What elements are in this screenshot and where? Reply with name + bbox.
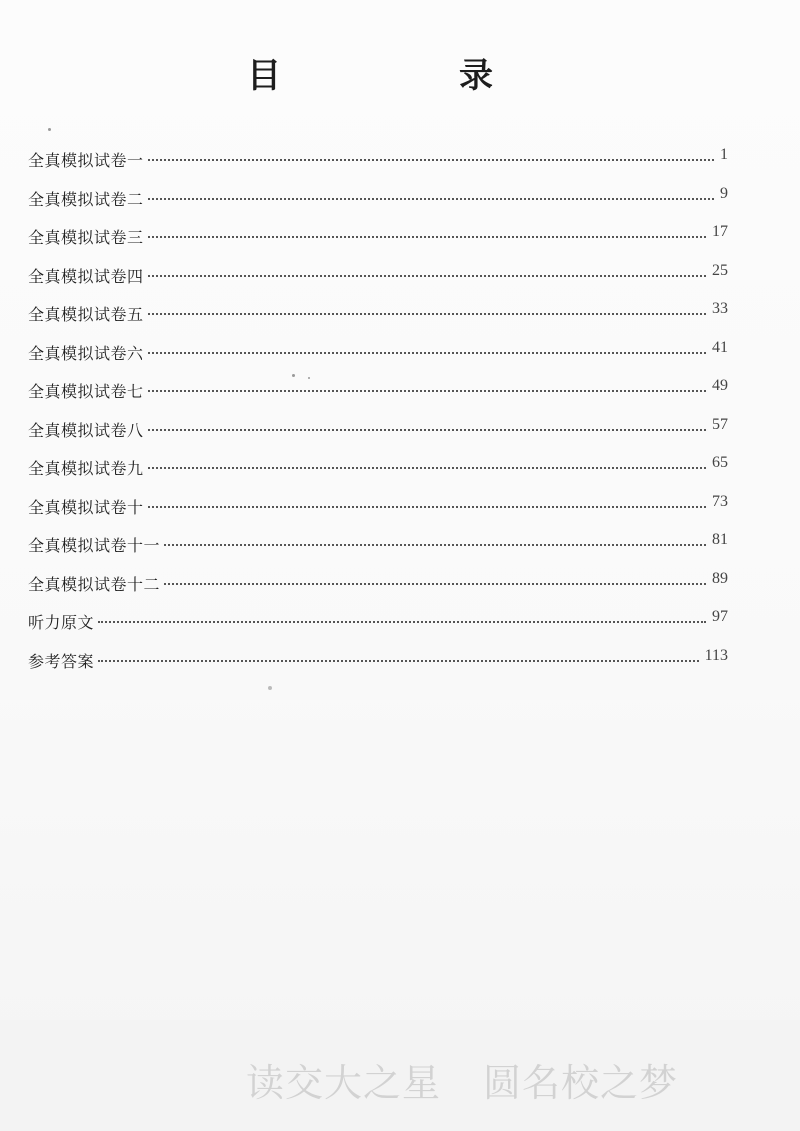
- toc-entry-label: 全真模拟试卷十二: [28, 574, 161, 594]
- toc-page-number: 41: [712, 338, 728, 356]
- toc-entry[interactable]: [28, 261, 728, 303]
- slogan-left: 读交大之星: [246, 1061, 442, 1105]
- toc-entry[interactable]: [28, 610, 728, 649]
- toc-page-number: 25: [712, 261, 728, 279]
- toc-entry-label: 全真模拟试卷二: [28, 189, 144, 209]
- toc-entry-label: 全真模拟试卷十: [28, 497, 144, 517]
- toc-dot-leader: [148, 390, 706, 392]
- toc-page-number: 1: [720, 146, 728, 163]
- toc-dot-leader: [148, 506, 706, 508]
- toc-page-number: 65: [712, 454, 728, 471]
- toc-dot-leader: [98, 660, 699, 662]
- table-of-contents: [28, 148, 728, 687]
- toc-entry[interactable]: [28, 492, 728, 534]
- toc-dot-leader: [98, 621, 706, 623]
- toc-entry[interactable]: [28, 184, 728, 226]
- toc-entry[interactable]: [28, 379, 728, 418]
- toc-entry[interactable]: [28, 338, 728, 380]
- toc-dot-leader: [148, 159, 714, 161]
- toc-entry-label: 参考答案: [28, 651, 95, 671]
- toc-entry[interactable]: [28, 533, 728, 572]
- toc-entry[interactable]: [28, 569, 728, 611]
- toc-entry[interactable]: [28, 225, 728, 264]
- slogan-right: 圆名校之梦: [483, 1061, 679, 1105]
- toc-entry[interactable]: [28, 646, 728, 688]
- toc-dot-leader: [148, 236, 706, 238]
- toc-page-number: 33: [712, 300, 728, 317]
- toc-entry-label: 全真模拟试卷十一: [28, 536, 161, 555]
- toc-entry-label: 全真模拟试卷三: [28, 228, 144, 247]
- toc-entry-label: 全真模拟试卷一: [28, 151, 144, 170]
- toc-entry[interactable]: [28, 148, 728, 187]
- toc-entry[interactable]: [28, 415, 728, 457]
- toc-entry-label: 全真模拟试卷四: [28, 266, 144, 286]
- toc-page-number: 17: [712, 223, 728, 240]
- toc-entry[interactable]: [28, 302, 728, 341]
- footer-slogan: [246, 1052, 678, 1107]
- toc-page-number: 9: [720, 184, 728, 202]
- toc-entry[interactable]: [28, 456, 728, 495]
- toc-entry-label: 全真模拟试卷八: [28, 420, 144, 440]
- toc-entry-label: 全真模拟试卷六: [28, 343, 144, 363]
- toc-page-number: 57: [712, 415, 728, 433]
- toc-entry-label: 听力原文: [28, 613, 95, 632]
- scan-speck: [292, 374, 295, 377]
- toc-entry-label: 全真模拟试卷七: [28, 382, 144, 401]
- toc-dot-leader: [148, 275, 706, 277]
- toc-dot-leader: [148, 313, 706, 315]
- toc-entry-label: 全真模拟试卷九: [28, 459, 144, 478]
- toc-page-number: 49: [712, 377, 728, 394]
- toc-entry-label: 全真模拟试卷五: [28, 305, 144, 324]
- toc-page-number: 81: [712, 531, 728, 548]
- toc-dot-leader: [164, 583, 706, 585]
- toc-dot-leader: [164, 544, 706, 546]
- toc-page-number: 97: [712, 608, 728, 625]
- toc-dot-leader: [148, 467, 706, 469]
- scan-speck: [308, 377, 310, 379]
- toc-page-number: 89: [712, 569, 728, 587]
- scan-speck: [48, 128, 51, 131]
- toc-page-number: 113: [704, 646, 728, 664]
- toc-dot-leader: [148, 429, 706, 431]
- toc-page-number: 73: [712, 492, 728, 510]
- toc-dot-leader: [148, 198, 714, 200]
- toc-dot-leader: [148, 352, 706, 354]
- page-title: 目 录: [247, 56, 565, 96]
- scan-speck: [268, 686, 272, 690]
